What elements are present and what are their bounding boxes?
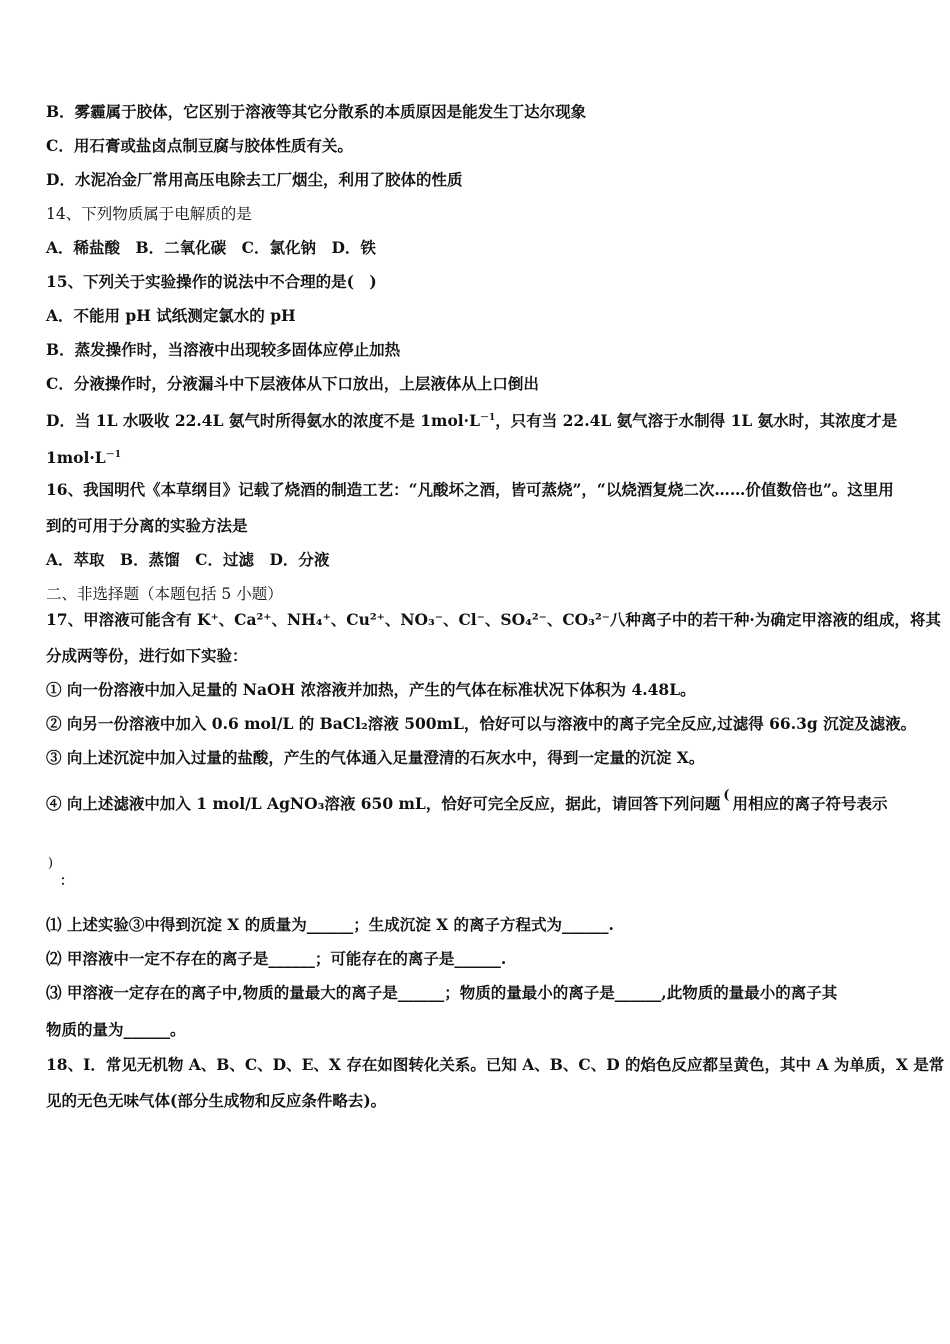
colon-mark: ： (60, 874, 74, 889)
question-16-options: A．萃取 B．蒸馏 C．过滤 D．分液 (46, 550, 330, 569)
section-heading: 二、非选择题（本题包括 5 小题） (46, 585, 283, 603)
question-16-line2: 到的可用于分离的实验方法是 (46, 516, 248, 535)
option-d-line: D．水泥冶金厂常用高压电除去工厂烟尘，利用了胶体的性质 (46, 170, 463, 189)
option-d-text-2: ，只有当 22.4L 氨气溶于水制得 1L 氨水时，其浓度才是 (495, 411, 898, 430)
close-paren: ) (48, 856, 54, 871)
question-16-line1: 16、我国明代《本草纲目》记载了烧酒的制造工艺：“凡酸坏之酒，皆可蒸烧”，“以烧酒复烧二次……价值数倍也”。这里用 (46, 480, 894, 499)
unit-text: 1mol·L (46, 448, 106, 467)
open-paren: ( (723, 788, 730, 803)
sub-question-1: ⑴ 上述实验③中得到沉淀 X 的质量为______；生成沉淀 X 的离子方程式为______. (46, 915, 614, 934)
question-14: 14、下列物质属于电解质的是 (46, 205, 252, 223)
superscript-minus-one-2: －1 (105, 450, 121, 460)
experiment-4 (46, 788, 888, 817)
question-15-option-c: C．分液操作时，分液漏斗中下层液体从下口放出，上层液体从上口倒出 (46, 374, 539, 393)
sub-question-3-line2: 物质的量为______。 (46, 1020, 186, 1039)
option-b-line: B．雾霾属于胶体，它区别于溶液等其它分散系的本质原因是能发生丁达尔现象 (46, 102, 587, 121)
question-15-option-d-line1 (46, 407, 897, 432)
question-18-line2: 见的无色无味气体(部分生成物和反应条件略去)。 (46, 1091, 387, 1110)
question-15: 15、下列关于实验操作的说法中不合理的是( ) (46, 272, 377, 291)
question-15-option-b: B．蒸发操作时，当溶液中出现较多固体应停止加热 (46, 340, 401, 359)
option-c-line: C．用石膏或盐卤点制豆腐与胶体性质有关。 (46, 136, 353, 155)
question-14-options: A．稀盐酸 B．二氧化碳 C．氯化钠 D．铁 (46, 238, 376, 257)
experiment-4-text-2: 用相应的离子符号表示 (732, 794, 888, 813)
experiment-1: ① 向一份溶液中加入足量的 NaOH 浓溶液并加热，产生的气体在标准状况下体积为 4.48L。 (46, 680, 696, 699)
superscript-minus-one: －1 (479, 413, 496, 423)
question-17-intro: 17、甲溶液可能含有 K⁺、Ca²⁺、NH₄⁺、Cu²⁺、NO₃⁻、Cl⁻、SO₄²⁻、CO₃²⁻八种离子中的若干种·为确定甲溶液的组成，将其 (46, 610, 941, 629)
experiment-3: ③ 向上述沉淀中加入过量的盐酸，产生的气体通入足量澄清的石灰水中，得到一定量的沉淀 X。 (46, 748, 705, 767)
question-17-intro2: 分成两等份，进行如下实验： (46, 646, 248, 665)
question-15-option-d-line2 (46, 444, 121, 469)
experiment-2: ② 向另一份溶液中加入 0.6 mol/L 的 BaCl₂溶液 500mL，恰好可以与溶液中的离子完全反应,过滤得 66.3g 沉淀及滤液。 (46, 714, 917, 733)
option-d-text-1: D．当 1L 水吸收 22.4L 氨气时所得氨水的浓度不是 1mol·L (46, 411, 480, 430)
question-18-line1: 18、I．常见无机物 A、B、C、D、E、X 存在如图转化关系。已知 A、B、C、D 的焰色反应都呈黄色，其中 A 为单质，X 是常 (46, 1055, 945, 1074)
sub-question-3-line1: ⑶ 甲溶液一定存在的离子中,物质的量最大的离子是______；物质的量最小的离子是______,此物质的量最小的离子其 (46, 983, 838, 1002)
experiment-4-text: ④ 向上述滤液中加入 1 mol/L AgNO₃溶液 650 mL，恰好可完全反应，据此，请回答下列问题 (46, 794, 721, 813)
sub-question-2: ⑵ 甲溶液中一定不存在的离子是______；可能存在的离子是______. (46, 949, 507, 968)
question-15-option-a: A．不能用 pH 试纸测定氯水的 pH (46, 306, 296, 325)
